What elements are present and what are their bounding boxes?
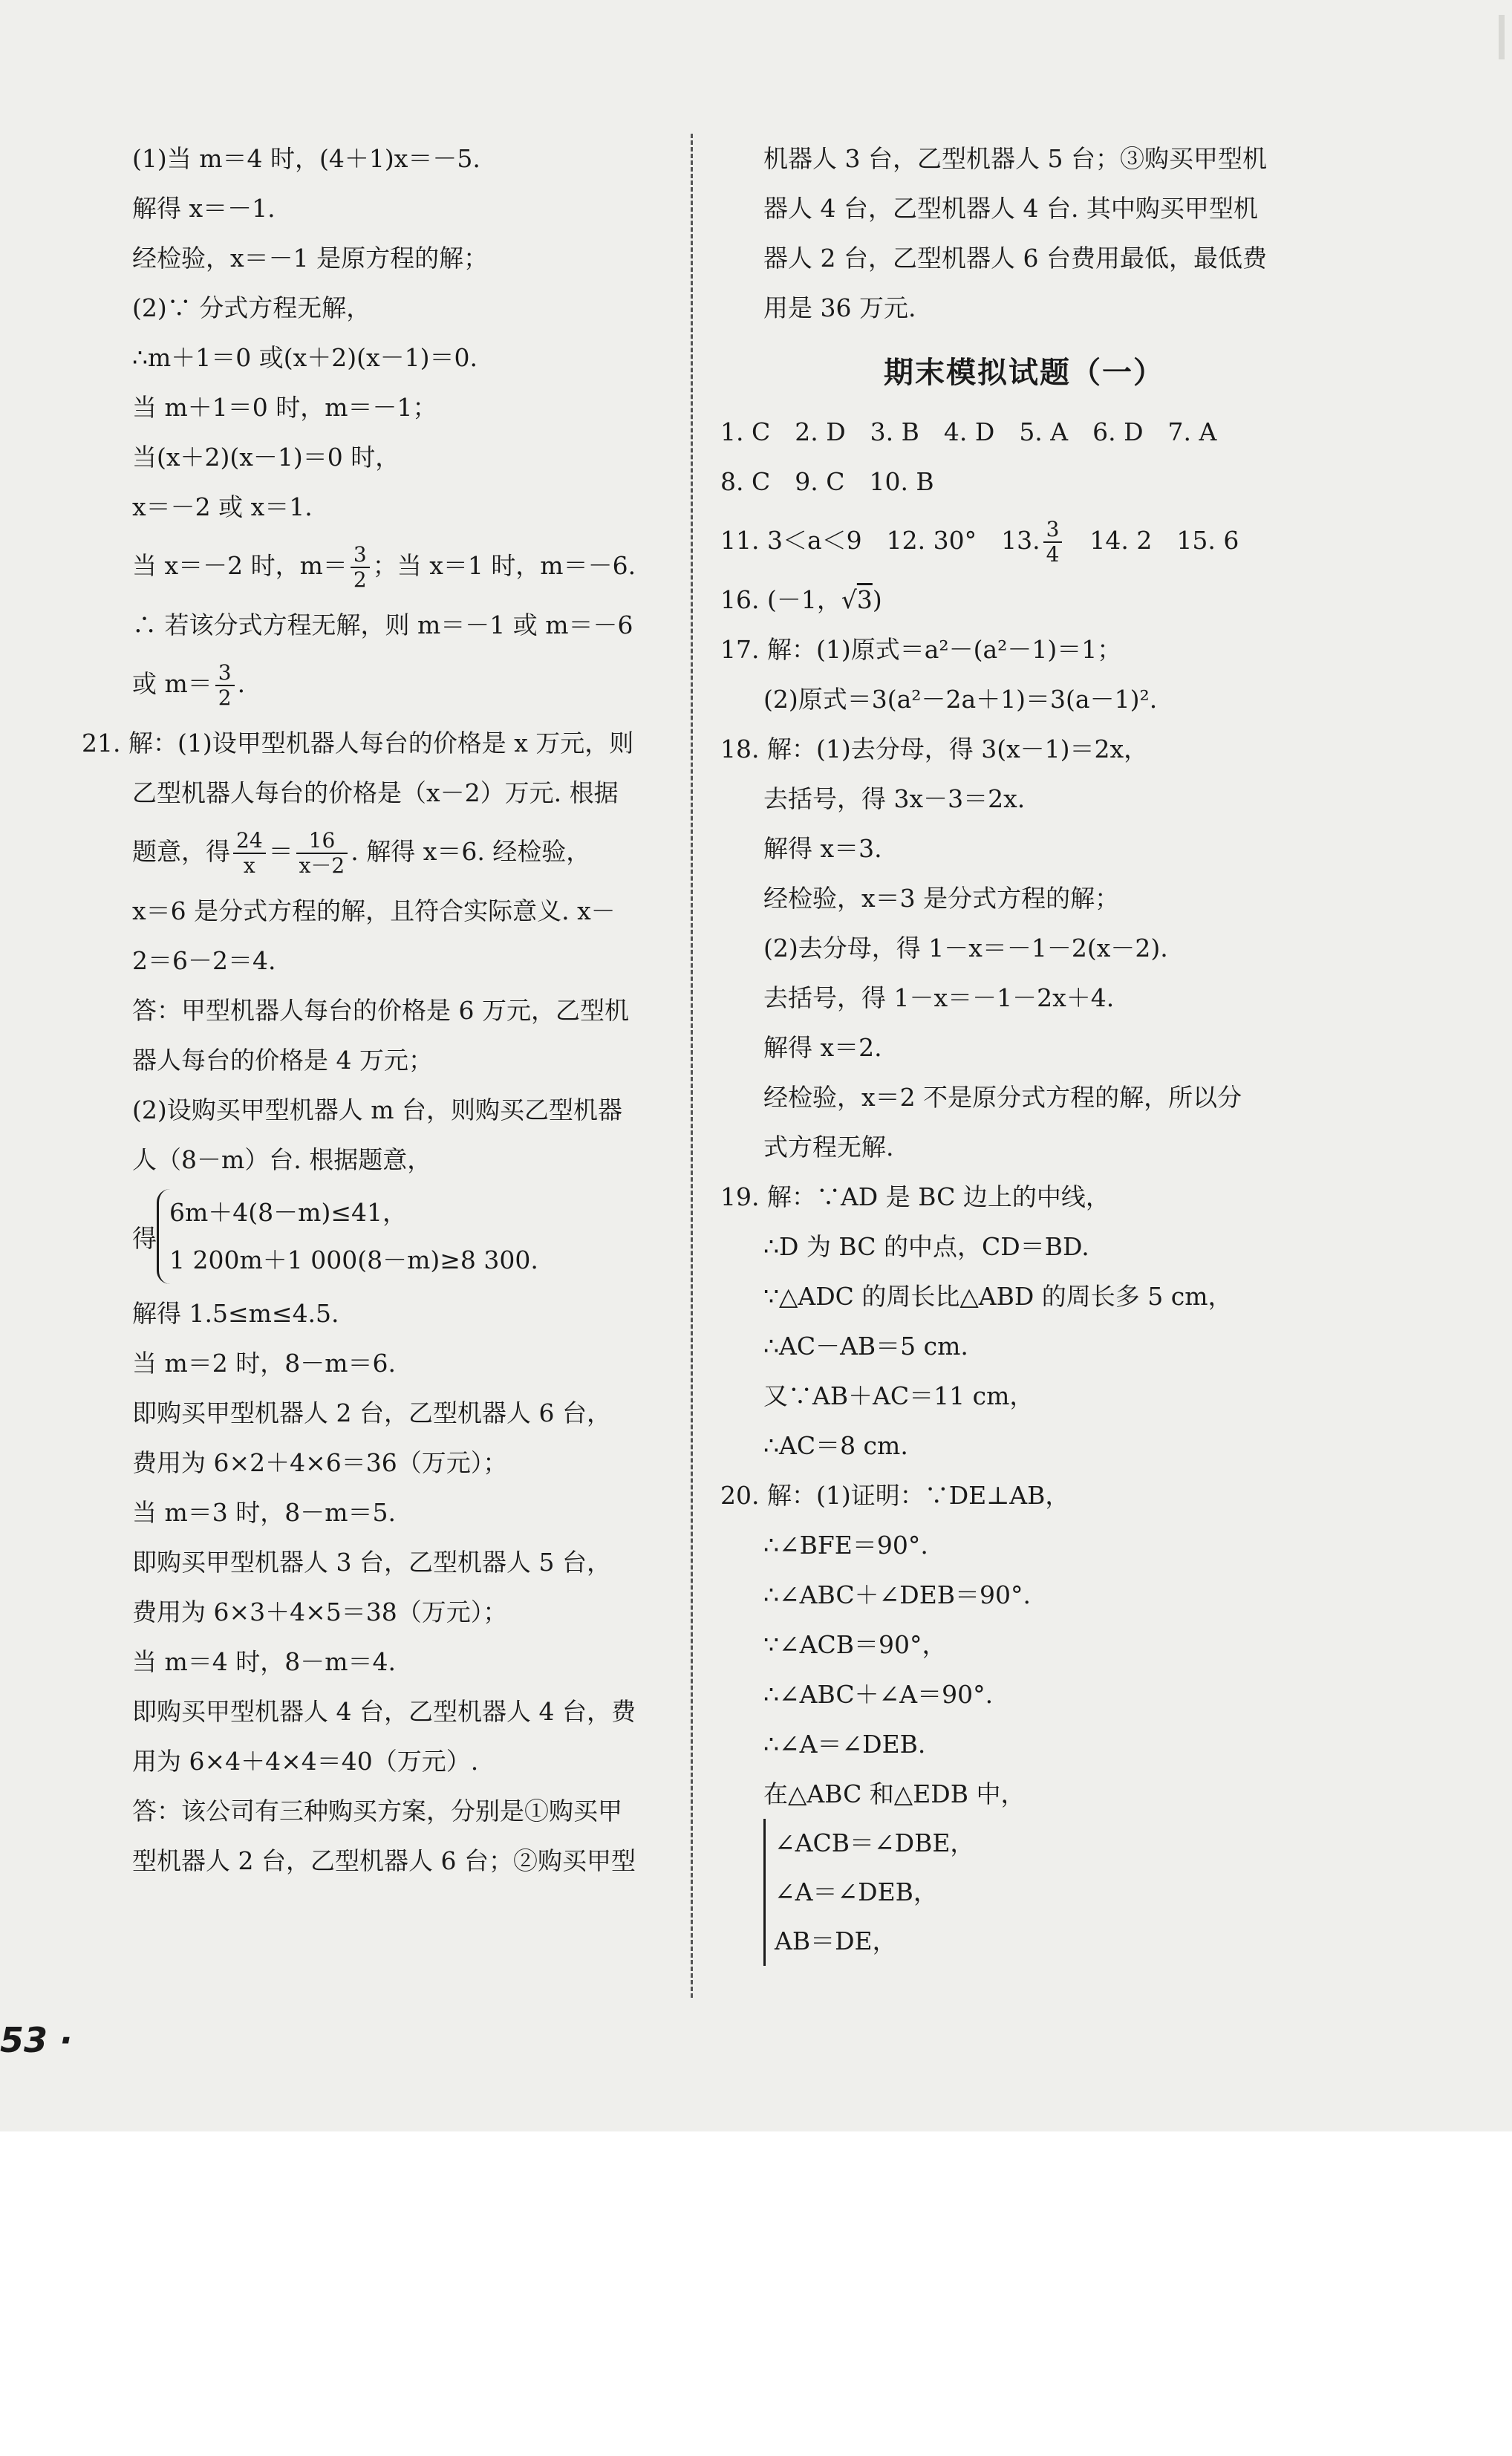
text-line: (2)原式＝3(a²－2a＋1)＝3(a－1)². <box>763 685 1158 714</box>
fraction-line: 题意，得 $\frac{24}{x}$ ＝ $\frac{16}{x-2}$ . 解得 x＝6. 经检验， <box>132 827 591 878</box>
text-line: 即购买甲型机器人 4 台，乙型机器人 4 台，费 <box>132 1697 636 1726</box>
sqrt-radicand: 3 <box>856 585 873 614</box>
question-17-line: 17. 解：(1)原式＝a²－(a²－1)＝1； <box>720 635 1122 664</box>
text-line: 即购买甲型机器人 3 台，乙型机器人 5 台， <box>132 1548 611 1577</box>
left-column <box>82 134 676 1886</box>
fraction: $\frac{24}{x}$ <box>233 829 266 878</box>
text-line: ∴AC＝8 cm. <box>763 1431 908 1460</box>
text-line: 器人 2 台，乙型机器人 6 台费用最低，最低费 <box>763 244 1267 273</box>
right-column <box>720 134 1337 1966</box>
fraction: $\frac{3}{2}$ <box>215 661 235 710</box>
text-line: (2)∵ 分式方程无解， <box>132 293 371 322</box>
blank-margin <box>0 2131 1512 2456</box>
text-line: x＝6 是分式方程的解，且符合实际意义. x－ <box>132 896 616 925</box>
text-line: 器人每台的价格是 4 万元； <box>132 1046 433 1075</box>
section-title: 期末模拟试题（一） <box>884 356 1164 390</box>
text-line: 解得 x＝3. <box>763 834 882 863</box>
text-line: 在△ABC 和△EDB 中， <box>763 1779 1026 1808</box>
text-line: 型机器人 2 台，乙型机器人 6 台；②购买甲型 <box>132 1846 636 1875</box>
text-line: 答：甲型机器人每台的价格是 6 万元，乙型机 <box>132 996 629 1025</box>
text-line: 人（8－m）台. 根据题意， <box>132 1145 432 1174</box>
text-line: 经检验，x＝2 不是原分式方程的解，所以分 <box>763 1083 1242 1112</box>
fraction-line: 当 x＝－2 时，m＝ $\frac{3}{2}$ ；当 x＝1 时，m＝－6. <box>132 541 636 592</box>
text-line: 当 m＋1＝0 时，m＝－1； <box>132 393 437 422</box>
text-line: 解得 x＝2. <box>763 1033 882 1062</box>
text-line: 去括号，得 1－x＝－1－2x＋4. <box>763 983 1115 1012</box>
text-line: 费用为 6×3＋4×5＝38（万元）； <box>132 1597 508 1626</box>
text-line: 用为 6×4＋4×4＝40（万元）. <box>132 1747 479 1776</box>
question-20-line: 20. 解：(1)证明：∵DE⊥AB， <box>720 1481 1070 1510</box>
answer-line: 11. 3＜a＜9 12. 30° 13. $\frac{3}{4}$ 14. 2 15. 6 <box>720 516 1239 567</box>
text-line: 答：该公司有三种购买方案，分别是①购买甲 <box>132 1797 622 1825</box>
text-line: 当 m＝2 时，8－m＝6. <box>132 1349 397 1378</box>
text-line: ∴D 为 BC 的中点，CD＝BD. <box>763 1232 1089 1261</box>
brace-system: ∠ACB＝∠DBE， ∠A＝∠DEB， AB＝DE， <box>763 1819 974 1966</box>
text-line: 去括号，得 3x－3＝2x. <box>763 784 1026 813</box>
text-line: ∴∠ABC＋∠A＝90°. <box>763 1680 994 1709</box>
text-line: ∴∠ABC＋∠DEB＝90°. <box>763 1580 1032 1609</box>
text-line: (2)去分母，得 1－x＝－1－2(x－2). <box>763 934 1168 962</box>
text-line: ∴AC－AB＝5 cm. <box>763 1332 968 1361</box>
text-line: (2)设购买甲型机器人 m 台，则购买乙型机器 <box>132 1095 623 1124</box>
fraction: $\frac{16}{x-2}$ <box>296 829 348 878</box>
text-line: 解得 1.5≤m≤4.5. <box>132 1299 339 1328</box>
text-line: 用是 36 万元. <box>763 293 916 322</box>
question-18-line: 18. 解：(1)去分母，得 3(x－1)＝2x， <box>720 734 1149 763</box>
inequality-system: 得 6m＋4(8－m)≤41， 1 200m＋1 000(8－m)≥8 300. <box>82 1185 676 1289</box>
fraction-line: 或 m＝ $\frac{3}{2}$ . <box>132 659 246 710</box>
text-line: 机器人 3 台，乙型机器人 5 台；③购买甲型机 <box>763 144 1267 173</box>
scan-mark <box>1499 15 1505 59</box>
text-line: ∴∠A＝∠DEB. <box>763 1730 926 1759</box>
text-line: 即购买甲型机器人 2 台，乙型机器人 6 台， <box>132 1398 611 1427</box>
question-19-line: 19. 解：∵AD 是 BC 边上的中线， <box>720 1182 1110 1211</box>
question-21-line: 21. 解：(1)设甲型机器人每台的价格是 x 万元，则 <box>82 729 634 758</box>
brace-system: 6m＋4(8－m)≤41， 1 200m＋1 000(8－m)≥8 300. <box>157 1189 538 1284</box>
text-line: x＝－2 或 x＝1. <box>132 492 313 521</box>
text-line: ∵∠ACB＝90°， <box>763 1630 947 1659</box>
congruence-system <box>720 1819 1337 1966</box>
text-line: ∴m＋1＝0 或(x＋2)(x－1)＝0. <box>132 343 478 372</box>
page-number: 53 · <box>0 2020 73 2060</box>
text-line: 解得 x＝－1. <box>132 194 276 223</box>
text-line: 当 m＝4 时，8－m＝4. <box>132 1647 397 1676</box>
text-line: 乙型机器人每台的价格是（x－2）万元. 根据 <box>132 778 619 807</box>
text-line: ∴ 若该分式方程无解，则 m＝－1 或 m＝－6 <box>132 610 633 639</box>
answer-line: 1. C 2. D 3. B 4. D 5. A 6. D 7. A <box>720 417 1217 446</box>
fraction: $\frac{3}{4}$ <box>1043 518 1063 567</box>
text-line: 当(x＋2)(x－1)＝0 时， <box>132 443 400 472</box>
column-divider <box>691 134 693 1998</box>
answer-line: 16. (－1，√3) <box>720 585 882 614</box>
text-line: 经检验，x＝3 是分式方程的解； <box>763 884 1120 913</box>
text-line: 当 m＝3 时，8－m＝5. <box>132 1498 397 1527</box>
text-line: 式方程无解. <box>763 1133 894 1162</box>
text-line: (1)当 m＝4 时，(4＋1)x＝－5. <box>132 144 480 173</box>
text-line: 又∵AB＋AC＝11 cm， <box>763 1381 1034 1410</box>
text-line: 器人 4 台，乙型机器人 4 台. 其中购买甲型机 <box>763 194 1258 223</box>
fraction: $\frac{3}{2}$ <box>351 543 370 592</box>
text-line: 费用为 6×2＋4×6＝36（万元）； <box>132 1448 508 1477</box>
text-line: 2＝6－2＝4. <box>132 946 276 975</box>
text-line: 经检验，x＝－1 是原方程的解； <box>132 244 489 273</box>
text-line: ∵△ADC 的周长比△ABD 的周长多 5 cm， <box>763 1282 1233 1311</box>
answer-line: 8. C 9. C 10. B <box>720 467 934 496</box>
text-line: ∴∠BFE＝90°. <box>763 1531 928 1560</box>
